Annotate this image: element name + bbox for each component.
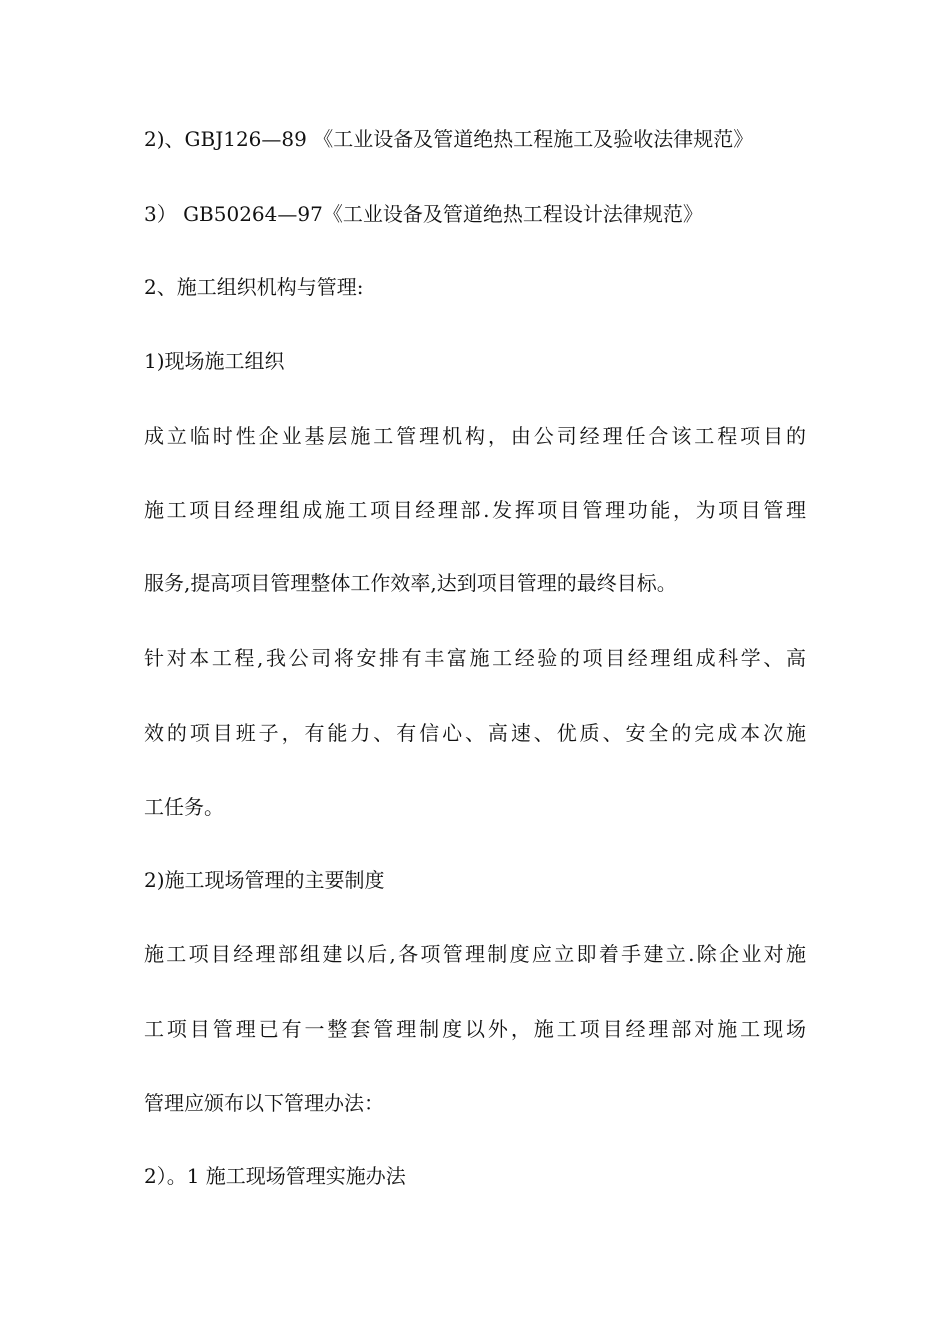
standard-reference-gb50264: 3） GB50264—97《工业设备及管道绝热工程设计法律规范》 (144, 202, 703, 226)
paragraph-line: 施工项目经理组成施工项目经理部.发挥项目管理功能，为项目管理 (144, 498, 806, 522)
paragraph-line: 服务,提高项目管理整体工作效率,达到项目管理的最终目标。 (144, 571, 677, 595)
standard-reference-gbj126: 2)、GBJ126—89 《工业设备及管道绝热工程施工及验收法律规范》 (144, 127, 754, 151)
paragraph-line: 管理应颁布以下管理办法： (144, 1091, 384, 1115)
subheading-implementation-measures: 2）。1 施工现场管理实施办法 (144, 1164, 406, 1188)
subheading-site-organization: 1)现场施工组织 (144, 349, 285, 373)
paragraph-line: 工任务。 (144, 795, 224, 819)
section-heading-organization: 2、施工组织机构与管理: (144, 275, 364, 299)
paragraph-line: 针对本工程,我公司将安排有丰富施工经验的项目经理组成科学、高 (144, 646, 806, 670)
paragraph-line: 施工项目经理部组建以后,各项管理制度应立即着手建立.除企业对施 (144, 942, 806, 966)
paragraph-line: 工项目管理已有一整套管理制度以外，施工项目经理部对施工现场 (144, 1017, 806, 1041)
paragraph-line: 成立临时性企业基层施工管理机构，由公司经理任合该工程项目的 (144, 424, 806, 448)
subheading-management-systems: 2)施工现场管理的主要制度 (144, 868, 385, 892)
paragraph-line: 效的项目班子，有能力、有信心、高速、优质、安全的完成本次施 (144, 721, 806, 745)
